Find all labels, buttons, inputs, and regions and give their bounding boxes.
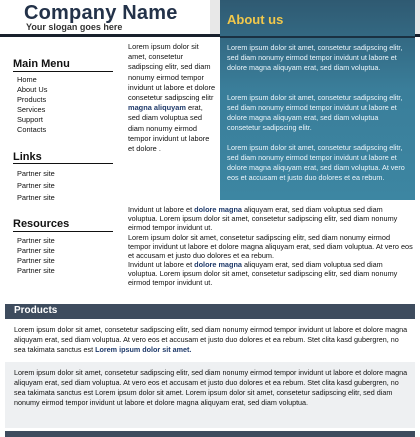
- about-paragraph-2: Lorem ipsum dolor sit amet, consetetur sadipscing elitr, sed diam nonumy eirmod tempor invidunt ut labore et dolore magna aliquyam erat, sed diam voluptua consetetur sadipscing elitr.: [227, 93, 403, 132]
- wide-text-bold: dolore magna: [194, 205, 242, 214]
- about-divider: [220, 36, 415, 38]
- products-paragraph-2: Lorem ipsum dolor sit amet, consetetur sadipscing elitr, sed diam nonumy eirmod tempor invidunt ut labore et dolore magna aliquyam erat, sed diam voluptua. At vero eos et accusam et justo duo dolores et ea rebum. Stet clita kasd gubergren, no sea takimata sanctus est Lorem ipsum dolor sit amet. Lorem ipsum dolor sit amet, consetetur sadipscing elitr, sed diam nonumy eirmod tempor invidunt ut labore et dolore magna aliquyam erat, sed diam voluptua.: [14, 368, 408, 407]
- links-title: Links: [13, 151, 42, 163]
- wide-text-bold: dolore magna: [194, 260, 242, 269]
- about-paragraph-3: Lorem ipsum dolor sit amet, consetetur sadipscing elitr, sed diam nonumy eirmod tempor invidunt ut labore et dolore magna aliquyam erat, sed diam voluptua. At vero eos et accusam et justo duo dolores et ea rebum.: [227, 143, 405, 182]
- links-item[interactable]: Partner site: [17, 169, 55, 178]
- wide-text: Invidunt ut labore et: [128, 260, 193, 269]
- wide-text: aliquyam erat, sed diam voluptua sed diam voluptua. Lorem ipsum dolor sit amet, consetetur sadipscing elitr, sed diam nonumy eirmod tempor invidunt ut.: [128, 260, 398, 288]
- links-item[interactable]: Partner site: [17, 181, 55, 190]
- main-menu-rule: [13, 71, 113, 72]
- products-text-bold: Lorem ipsum dolor sit amet.: [95, 345, 192, 354]
- resources-title: Resources: [13, 218, 70, 230]
- middle-text: [128, 42, 216, 154]
- menu-item-products[interactable]: Products: [17, 95, 47, 104]
- menu-item-services[interactable]: Services: [17, 105, 46, 114]
- links-rule: [13, 163, 113, 164]
- about-title: About us: [227, 12, 284, 27]
- middle-text-c: erat, sed diam voluptua sed diam nonumy eirmod tempor invidunt ut labore et dolore .: [128, 103, 210, 154]
- company-name: Company Name: [24, 2, 178, 24]
- middle-text-bold: magna aliquyam: [128, 103, 186, 113]
- menu-item-about-us[interactable]: About Us: [17, 85, 48, 94]
- resources-rule: [13, 231, 113, 232]
- menu-item-contacts[interactable]: Contacts: [17, 125, 47, 134]
- resources-item[interactable]: Partner site: [17, 236, 55, 245]
- about-paragraph-1: Lorem ipsum dolor sit amet, consetetur sadipscing elitr, sed diam nonumy eirmod tempor invidunt ut labore et dolore magna aliquyam erat, sed diam voluptua.: [227, 43, 403, 72]
- links-item[interactable]: Partner site: [17, 193, 55, 202]
- menu-item-support[interactable]: Support: [17, 115, 43, 124]
- wide-paragraph-1: [128, 205, 413, 232]
- slogan: Your slogan goes here: [26, 22, 123, 32]
- wide-paragraph-2: Lorem ipsum dolor sit amet, consetetur sadipscing elitr, sed diam nonumy eirmod tempor invidunt ut labore et dolore magna aliquyam erat, sed diam voluptua. At vero eos et accusam et justo duo dolores et ea rebum.: [128, 233, 413, 261]
- next-section-bar: [5, 431, 415, 437]
- resources-item[interactable]: Partner site: [17, 266, 55, 275]
- wide-text: aliquyam erat, sed diam voluptua sed diam voluptua. Lorem ipsum dolor sit amet, consetetur sadipscing elitr, sed diam nonumy eirmod tempor invidunt ut.: [128, 205, 398, 233]
- products-title: Products: [14, 305, 58, 316]
- resources-item[interactable]: Partner site: [17, 246, 55, 255]
- products-paragraph-1: [14, 325, 409, 355]
- middle-text-a: Lorem ipsum dolor sit amet, consetetur sadipscing elitr, sed diam nonumy eirmod tempor invidunt ut labore et dolore consetetur sadipscing elitr: [128, 42, 216, 103]
- products-text: Lorem ipsum dolor sit amet, consetetur sadipscing elitr, sed diam nonumy eirmod tempor invidunt ut labore et dolore magna aliquyam erat, sed diam voluptua. At vero eos et accusam et justo duo dolores et ea rebum. Stet clita kasd gubergren, no sea takimata sanctus est: [14, 325, 408, 354]
- wide-paragraph-3: [128, 260, 413, 287]
- about-panel: [220, 0, 415, 200]
- main-menu-title: Main Menu: [13, 58, 70, 70]
- menu-item-home[interactable]: Home: [17, 75, 37, 84]
- resources-item[interactable]: Partner site: [17, 256, 55, 265]
- products-header-bar: [5, 304, 415, 319]
- wide-text: Invidunt ut labore et: [128, 205, 193, 214]
